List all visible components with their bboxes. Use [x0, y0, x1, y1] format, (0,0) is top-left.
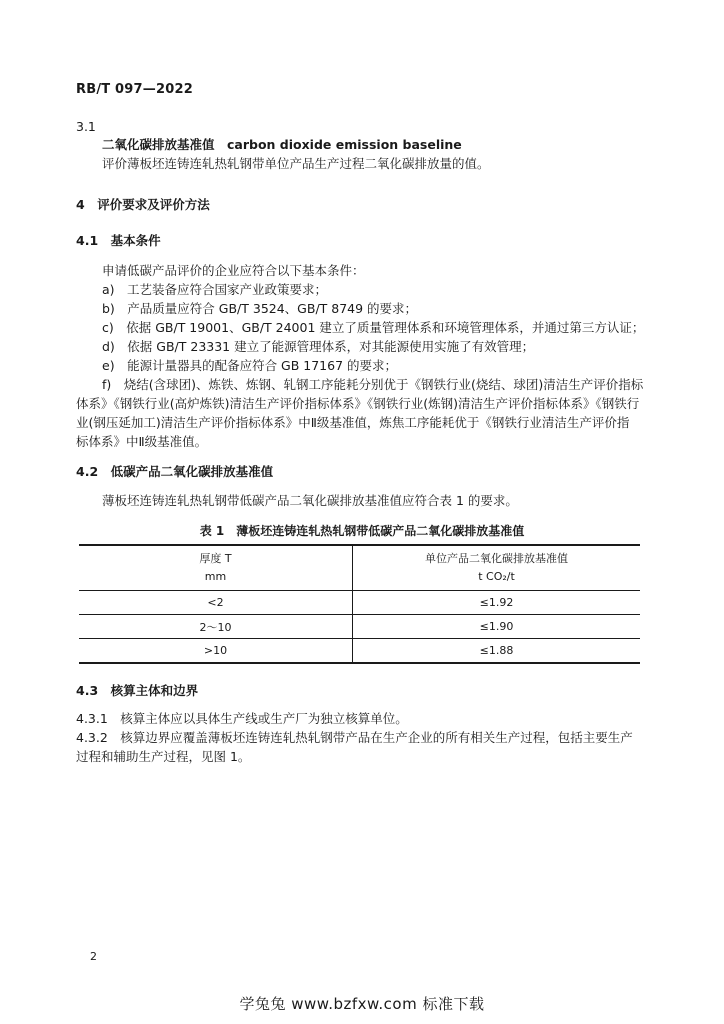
baseline-cell: ≤1.90 [479, 620, 514, 633]
baseline-cell: ≤1.92 [479, 596, 514, 609]
section-4-2-heading: 4.2 低碳产品二氧化碳排放基准值 [76, 464, 274, 479]
table-1 [79, 544, 640, 664]
thickness-header-unit: mm [204, 570, 227, 583]
thickness-header-label: 厚度 T [199, 552, 232, 565]
section-4-3-heading: 4.3 核算主体和边界 [76, 683, 199, 698]
term-title: 二氧化碳排放基准值 carbon dioxide emission baseline [102, 137, 462, 152]
condition-item-f-line1: f) 烧结(含球团)、炼铁、炼钢、轧钢工序能耗分别优于《钢铁行业(烧结、球团)清洁生产评价指标 [102, 377, 644, 392]
condition-item-f-line4: 标体系》中Ⅱ级基准值。 [76, 434, 208, 449]
section-4-1-heading: 4.1 基本条件 [76, 233, 161, 248]
thickness-cell: >10 [79, 639, 353, 662]
condition-item-a: a) 工艺装备应符合国家产业政策要求； [102, 282, 328, 297]
term-definition: 评价薄板坯连铸连轧热轧钢带单位产品生产过程二氧化碳排放量的值。 [102, 156, 490, 171]
condition-item-f-line3: 业(钢压延加工)清洁生产评价指标体系》中Ⅱ级基准值，炼焦工序能耗优于《钢铁行业清洁生产评价指 [76, 415, 630, 430]
conditions-intro: 申请低碳产品评价的企业应符合以下基本条件： [102, 263, 365, 278]
page-number: 2 [90, 950, 97, 963]
baseline-cell: ≤1.88 [479, 644, 514, 657]
section-4-2-body: 薄板坯连铸连轧热轧钢带低碳产品二氧化碳排放基准值应符合表 1 的要求。 [102, 493, 518, 508]
condition-item-b: b) 产品质量应符合 GB/T 3524、GB/T 8749 的要求； [102, 301, 418, 316]
condition-item-e: e) 能源计量器具的配备应符合 GB 17167 的要求； [102, 358, 398, 373]
table-row [79, 614, 640, 638]
table-header-thickness [79, 546, 353, 590]
section-4-3-2-line2: 过程和辅助生产过程，见图 1。 [76, 749, 251, 764]
section-number-3-1: 3.1 [76, 119, 96, 134]
condition-item-f-line2: 体系》《钢铁行业(高炉炼铁)清洁生产评价指标体系》《钢铁行业(炼钢)清洁生产评价指标体系》《钢铁行 [76, 396, 640, 411]
condition-item-c: c) 依据 GB/T 19001、GB/T 24001 建立了质量管理体系和环境管理体系，并通过第三方认证； [102, 320, 645, 335]
section-4-3-2-line1: 4.3.2 核算边界应覆盖薄板坯连铸连轧热轧钢带产品在生产企业的所有相关生产过程，包括主要生产 [76, 730, 633, 745]
section-4-3-1: 4.3.1 核算主体应以具体生产线或生产厂为独立核算单位。 [76, 711, 408, 726]
baseline-header-unit: t CO₂/t [478, 570, 515, 583]
table-1-title: 表 1 薄板坯连铸连轧热轧钢带低碳产品二氧化碳排放基准值 [199, 524, 525, 538]
table-header-baseline [353, 546, 640, 590]
condition-item-d: d) 依据 GB/T 23331 建立了能源管理体系，对其能源使用实施了有效管理； [102, 339, 535, 354]
thickness-cell: <2 [79, 591, 353, 614]
document-code: RB/T 097—2022 [76, 82, 193, 97]
table-row [79, 590, 640, 614]
table-row [79, 638, 640, 662]
baseline-header-label: 单位产品二氧化碳排放基准值 [425, 552, 568, 565]
thickness-cell: 2～10 [79, 615, 353, 638]
section-4-heading: 4 评价要求及评价方法 [76, 197, 210, 212]
watermark-footer: 学兔兔 www.bzfxw.com 标准下载 [239, 995, 485, 1013]
table-header-row [79, 546, 640, 590]
